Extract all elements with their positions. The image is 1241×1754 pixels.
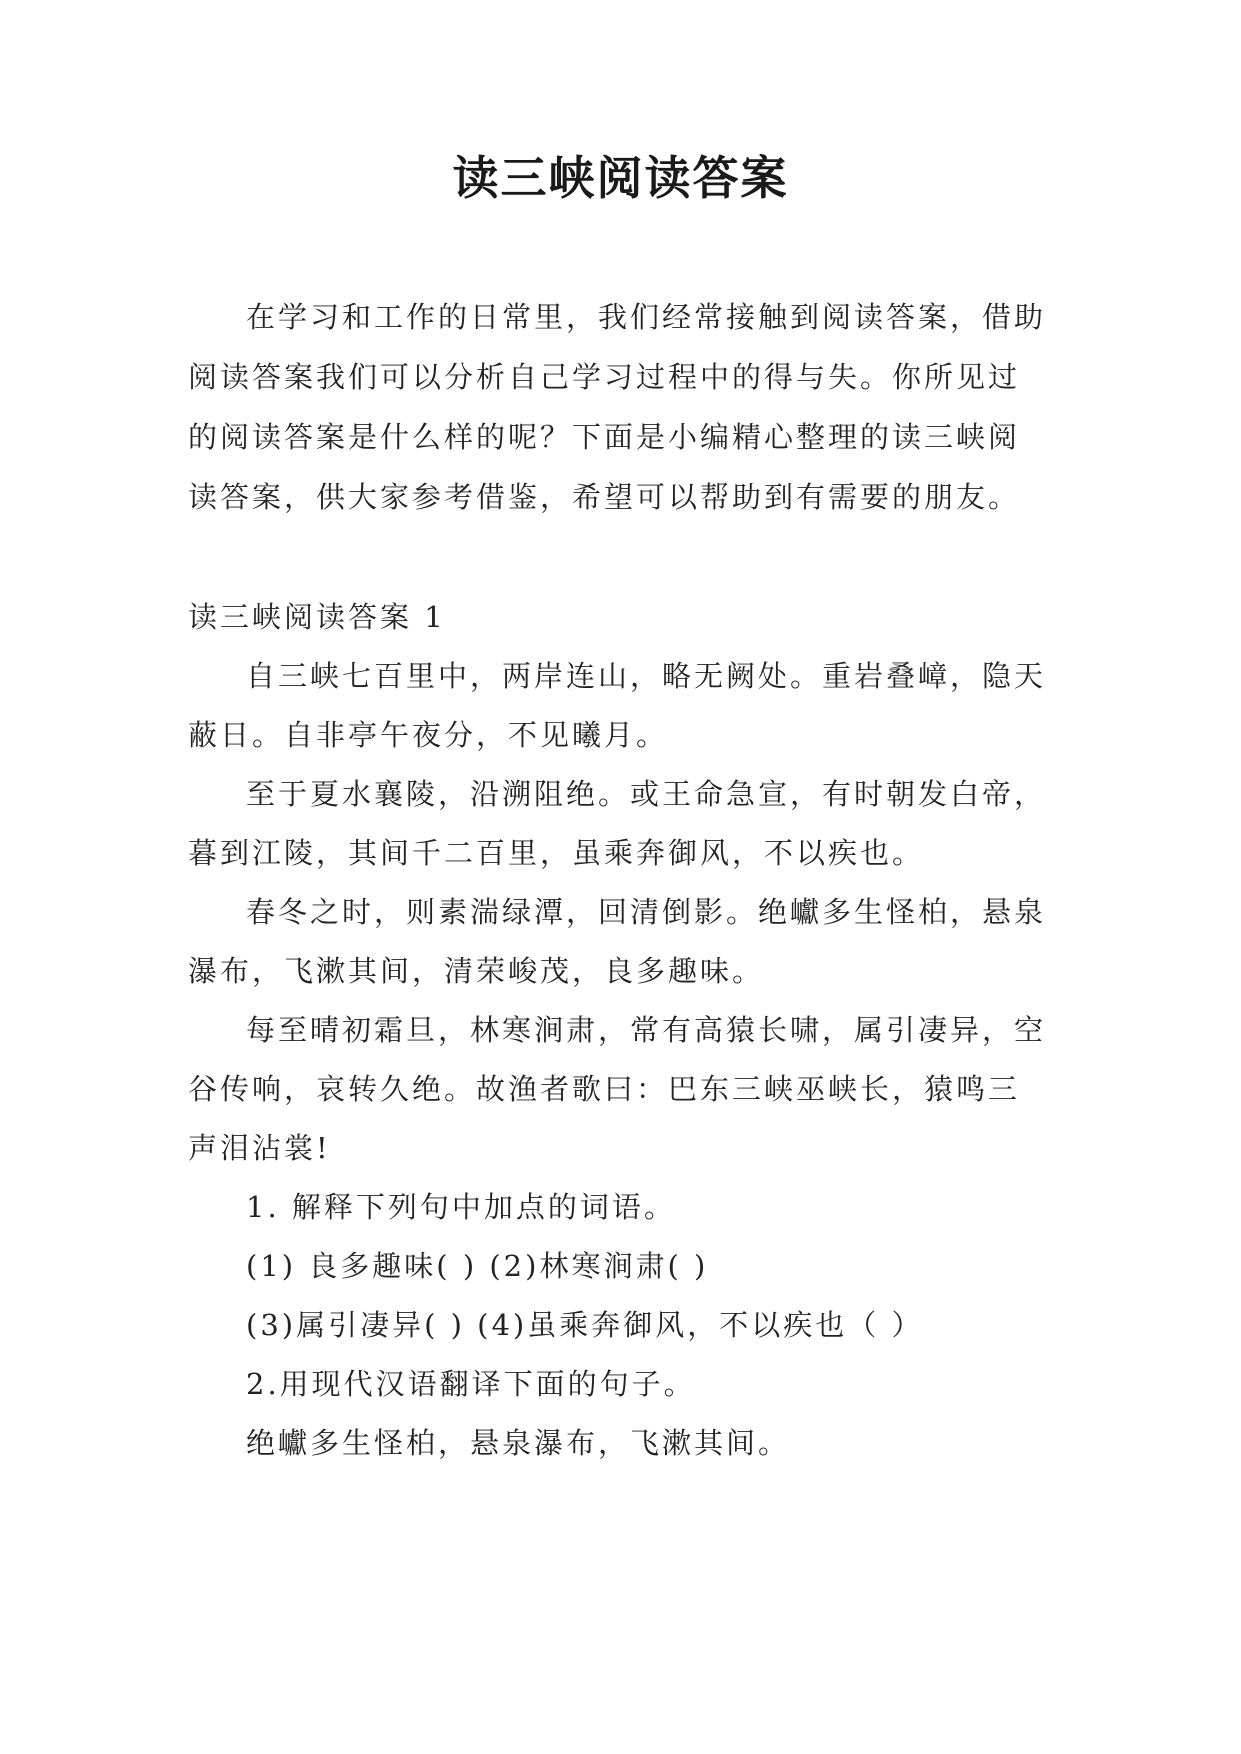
text-paragraph-4: 每至晴初霜旦，林寒涧肃，常有高猿长啸，属引凄异，空谷传响，哀转久绝。故渔者歌曰：巴东三峡巫峡长，猿鸣三声泪沾裳! [188,1013,1047,1165]
question-1: 1. 解释下列句中加点的词语。 [246,1190,676,1224]
text-paragraph-2: 至于夏水襄陵，沿溯阻绝。或王命急宣，有时朝发白帝，暮到江陵，其间千二百里，虽乘奔御风，不以疾也。 [188,777,1047,870]
question-1-items-b: (3)属引凄异( ) (4)虽乘奔御风，不以疾也（ ） [246,1308,924,1342]
intro-paragraph: 在学习和工作的日常里，我们经常接触到阅读答案，借助阅读答案我们可以分析自己学习过程中的得与失。你所见过的阅读答案是什么样的呢？下面是小编精心整理的读三峡阅读答案，供大家参考借鉴，希望可以帮助到有需要的朋友。 [188,300,1047,514]
question-1-items-a: (1) 良多趣味( ) (2)林寒涧肃( ) [246,1249,709,1283]
question-2-sentence: 绝巘多生怪柏，悬泉瀑布，飞漱其间。 [246,1426,791,1460]
section-heading: 读三峡阅读答案 1 [188,600,446,634]
text-paragraph-3: 春冬之时，则素湍绿潭，回清倒影。绝巘多生怪柏，悬泉瀑布，飞漱其间，清荣峻茂，良多趣味。 [188,895,1047,988]
question-2: 2.用现代汉语翻译下面的句子。 [246,1367,696,1401]
document-title: 读三峡阅读答案 [452,151,789,205]
text-paragraph-1: 自三峡七百里中，两岸连山，略无阙处。重岩叠嶂，隐天蔽日。自非亭午夜分，不见曦月。 [188,659,1047,752]
document-body [188,287,1048,1473]
